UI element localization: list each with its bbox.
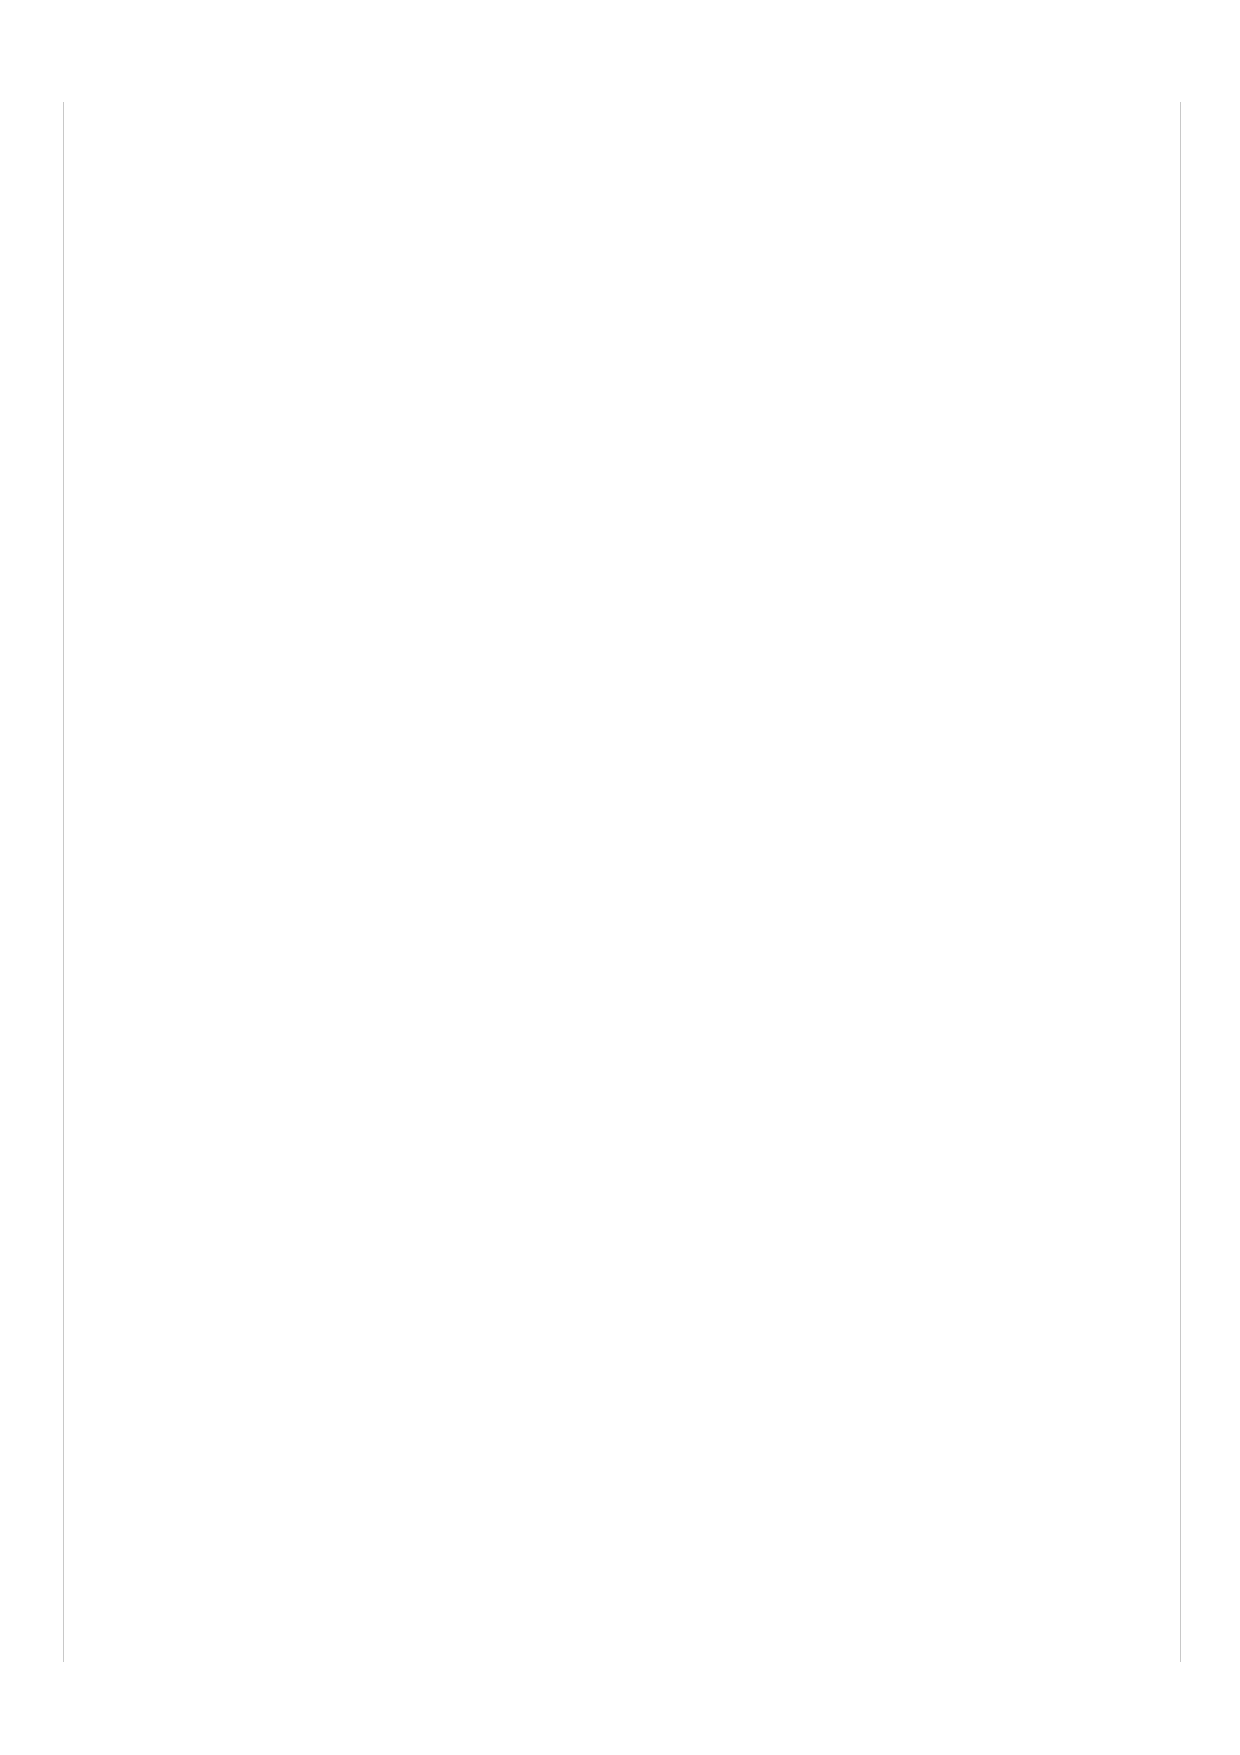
page-frame (63, 102, 1181, 1662)
